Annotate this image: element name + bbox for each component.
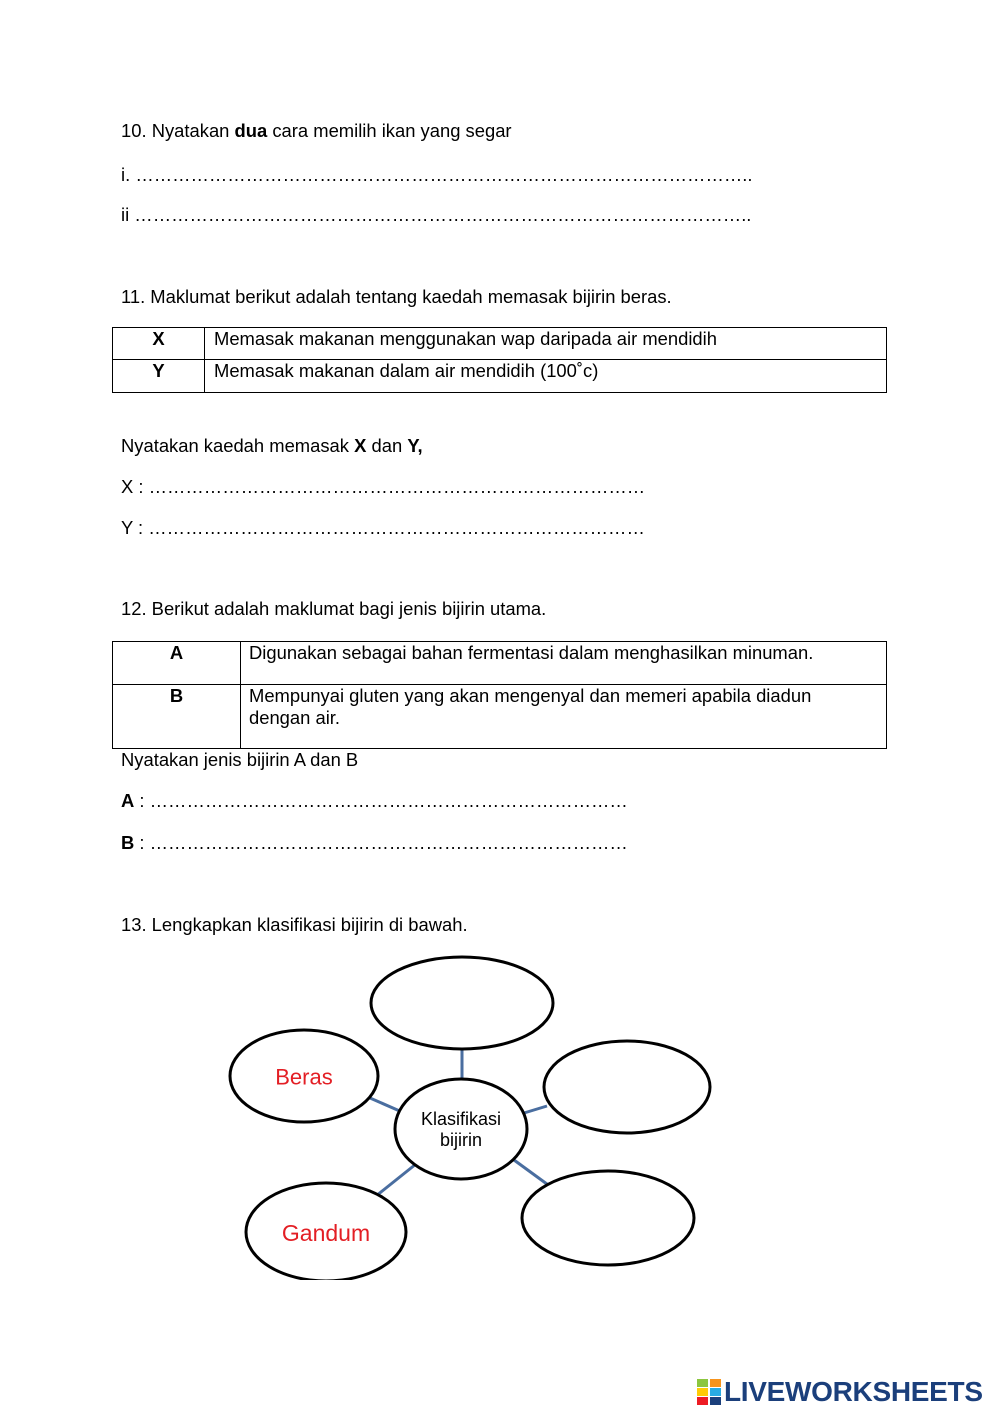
node-right-blank[interactable] — [544, 1041, 710, 1133]
table-key-cell: Y — [113, 360, 205, 393]
q11-prompt-mid: dan — [371, 435, 403, 456]
center-label-line-1: Klasifikasi — [420, 1109, 502, 1129]
q11-prompt-x: X — [354, 435, 367, 456]
q11-answer-line-y — [121, 517, 645, 539]
table-row — [113, 360, 887, 393]
connector-left — [370, 1098, 402, 1112]
logo-icon-block — [710, 1397, 721, 1405]
q10-number: 10. — [121, 120, 147, 141]
q11-prompt-start: Nyatakan kaedah memasak — [121, 435, 349, 456]
answer-label: ii — [121, 204, 130, 225]
q11-prompt — [121, 435, 423, 457]
node-bottom-right-blank[interactable] — [522, 1171, 694, 1265]
logo-icon-block — [697, 1379, 708, 1387]
node-top-blank[interactable] — [371, 957, 553, 1049]
answer-separator: : — [139, 832, 145, 853]
table-description-cell: Memasak makanan menggunakan wap daripada air mendidih — [205, 328, 887, 360]
classification-diagram — [200, 940, 740, 1280]
answer-blank[interactable]: ……………………………………………………………………… — [148, 476, 646, 497]
table-row — [113, 642, 887, 685]
answer-label: i. — [121, 164, 131, 185]
node-beras-label: Beras — [275, 1064, 333, 1090]
q11-prompt-y: Y, — [407, 435, 423, 456]
logo-icon-block — [710, 1388, 721, 1396]
q10-answer-line-2 — [121, 204, 751, 226]
answer-label: Y : — [121, 517, 144, 538]
liveworksheets-logo-icon — [697, 1379, 721, 1405]
answer-blank[interactable]: …………………………………………………………………… — [149, 790, 628, 811]
q11-answer-line-x — [121, 476, 645, 498]
answer-blank[interactable]: …………………………………………………………………… — [149, 832, 628, 853]
q10-question — [121, 120, 512, 142]
q10-emphasis: dua — [234, 120, 268, 141]
answer-label: A — [121, 790, 135, 811]
connector-right — [524, 1106, 547, 1113]
center-label-line-2: bijirin — [439, 1130, 483, 1150]
table-key-cell: X — [113, 328, 205, 360]
q10-prompt-end: cara memilih ikan yang segar — [272, 120, 512, 141]
q12-prompt: Nyatakan jenis bijirin A dan B — [121, 749, 359, 770]
q12-cereal-table — [112, 641, 887, 749]
connector-bottom-left — [376, 1164, 416, 1196]
node-gandum-label: Gandum — [281, 1220, 371, 1246]
table-row — [113, 328, 887, 360]
q11-cooking-method-table — [112, 327, 887, 393]
answer-label: B — [121, 832, 135, 853]
table-description-cell: Digunakan sebagai bahan fermentasi dalam menghasilkan minuman. — [241, 642, 887, 685]
table-description-cell: Memasak makanan dalam air mendidih (100˚c) — [205, 360, 887, 393]
logo-icon-block — [697, 1388, 708, 1396]
answer-blank[interactable]: ……………………………………………………………………… — [148, 517, 645, 538]
answer-blank[interactable]: ……………………………………………………………………………………….. — [135, 164, 753, 185]
table-description-cell: Mempunyai gluten yang akan mengenyal dan memeri apabila diadun dengan air. — [241, 685, 887, 749]
q12-answer-line-b — [121, 832, 628, 854]
answer-blank[interactable]: ……………………………………………………………………………………….. — [134, 204, 752, 225]
table-row — [113, 685, 887, 749]
q10-prompt-start: Nyatakan — [151, 120, 230, 141]
logo-icon-block — [710, 1379, 721, 1387]
connector-bottom-right — [514, 1160, 551, 1187]
q10-answer-line-1 — [121, 164, 752, 186]
q12-question: 12. Berikut adalah maklumat bagi jenis bijirin utama. — [121, 598, 547, 619]
answer-label: X : — [121, 476, 144, 497]
liveworksheets-logo — [697, 1377, 983, 1407]
q11-question: 11. Maklumat berikut adalah tentang kaedah memasak bijirin beras. — [121, 286, 672, 307]
logo-wordmark: LIVEWORKSHEETS — [724, 1376, 983, 1407]
node-center — [395, 1079, 527, 1179]
table-key-cell: B — [113, 685, 241, 749]
answer-separator: : — [139, 790, 145, 811]
logo-icon-block — [697, 1397, 708, 1405]
q13-question: 13. Lengkapkan klasifikasi bijirin di bawah. — [121, 914, 468, 935]
q12-answer-line-a — [121, 790, 628, 812]
table-key-cell: A — [113, 642, 241, 685]
